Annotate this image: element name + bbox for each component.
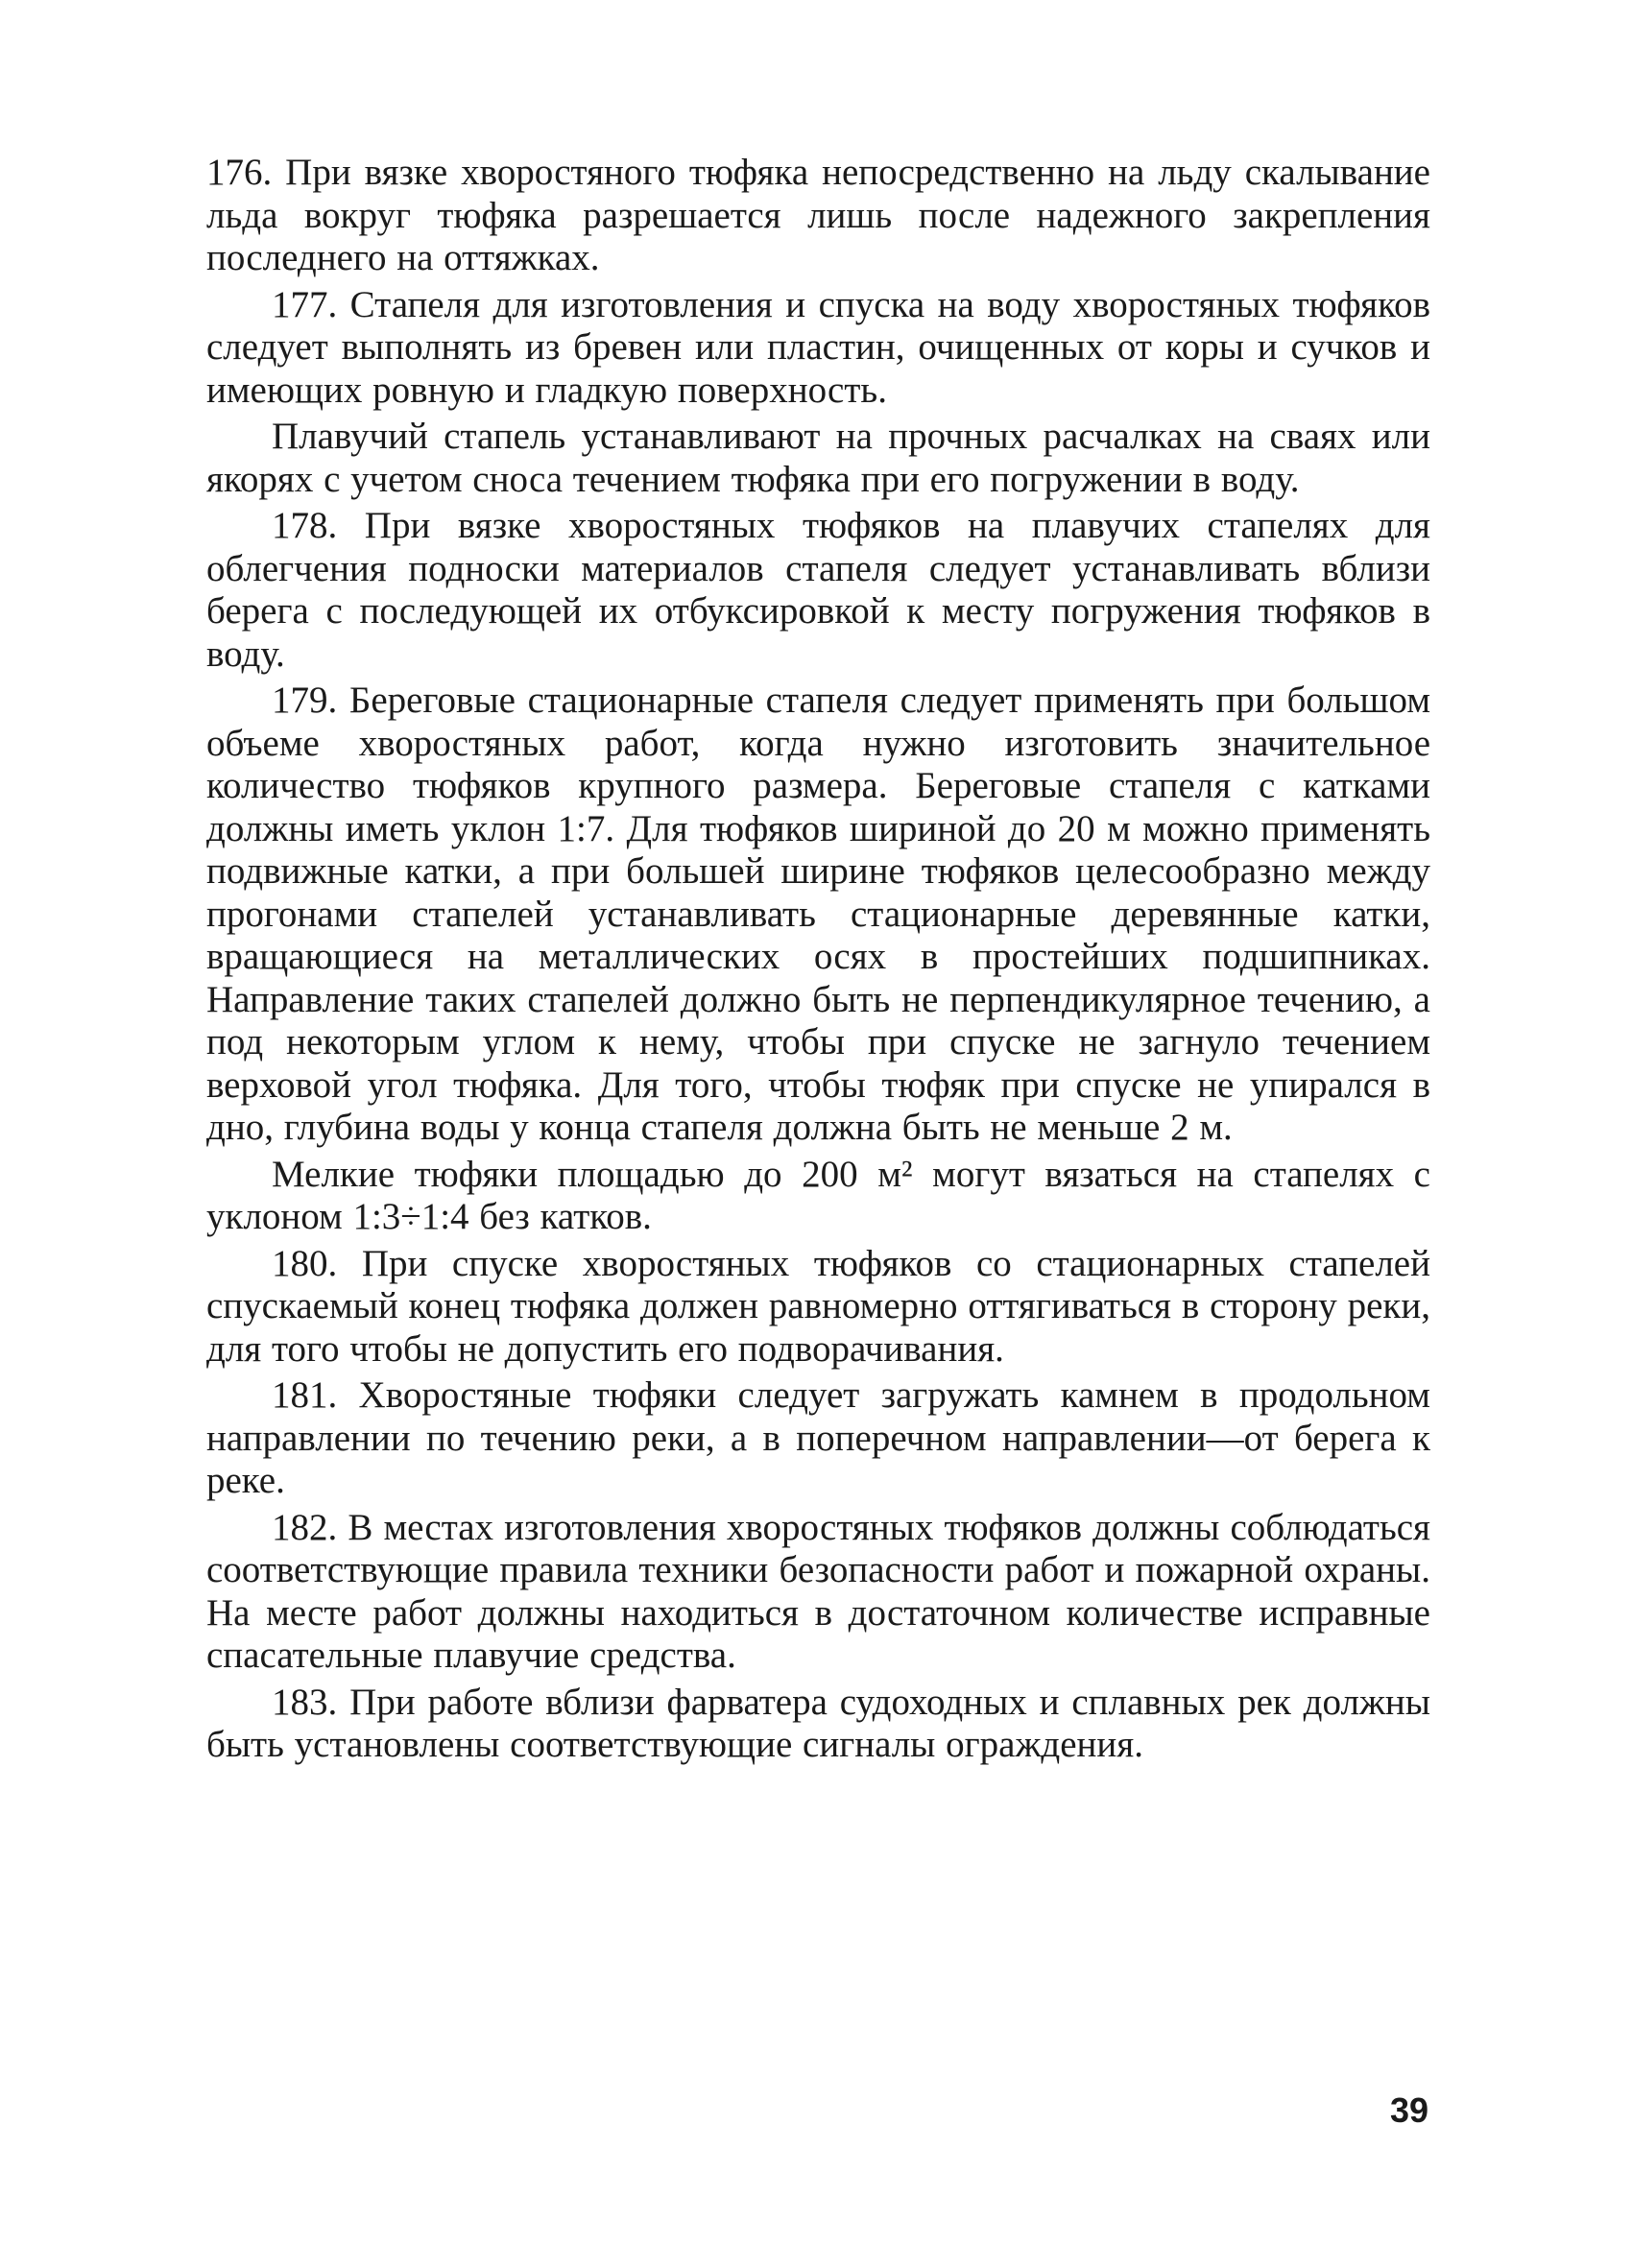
paragraph-181: 181. Хворостяные тюфяки следует загружать камнем в продольном направлении по течению реки, а в поперечном направлении—от берега к реке. <box>206 1374 1430 1501</box>
page-number: 39 <box>1390 2090 1429 2130</box>
paragraph-178: 178. При вязке хворостяных тюфяков на плавучих стапелях для облегчения подноски материалов стапеля следует устанавливать вблизи берега с последующей их отбуксировкой к месту погружения тюфяков в воду. <box>206 505 1430 675</box>
paragraph-177-floating-slipway: Плавучий стапель устанавливают на прочных расчалках на сваях или якорях с учетом сноса течением тюфяка при его погружении в воду. <box>206 416 1430 500</box>
paragraph-180: 180. При спуске хворостяных тюфяков со стационарных стапелей спускаемый конец тюфяка должен равномерно оттягиваться в сторону реки, для того чтобы не допустить его подворачивания. <box>206 1242 1430 1370</box>
paragraph-179-small-mattresses: Мелкие тюфяки площадью до 200 м² могут вязаться на стапелях с уклоном 1:3÷1:4 без катков. <box>206 1153 1430 1237</box>
paragraph-177: 177. Стапеля для изготовления и спуска на воду хворостяных тюфяков следует выполнять из бревен или пластин, очищенных от коры и сучков и имеющих ровную и гладкую поверхность. <box>206 283 1430 411</box>
paragraph-176: 176. При вязке хворостяного тюфяка непосредственно на льду скалывание льда вокруг тюфяка разрешается лишь после надежного закрепления последнего на оттяжках. <box>206 152 1430 278</box>
paragraph-182: 182. В местах изготовления хворостяных тюфяков должны соблюдаться соответствующие правила техники безопасности работ и пожарной охраны. На месте работ должны находиться в достаточном количестве исправные спасательные плавучие средства. <box>206 1506 1430 1676</box>
paragraph-183: 183. При работе вблизи фарватера судоходных и сплавных рек должны быть установлены соответствующие сигналы ограждения. <box>206 1681 1430 1765</box>
paragraph-179: 179. Береговые стационарные стапеля следует применять при большом объеме хворостяных работ, когда нужно изготовить значительное количество тюфяков крупного размера. Береговые стапеля с катками должны иметь уклон 1:7. Для тюфяков шириной до 20 м можно применять подвижные катки, а при большей ширине тюфяков целесообразно между прогонами стапелей устанавливать стационарные деревянные катки, вращающиеся на металлических осях в простейших подшипниках. Направление таких стапелей должно быть не перпендикулярное течению, а под некоторым углом к нему, чтобы при спуске не загнуло течением верховой угол тюфяка. Для того, чтобы тюфяк при спуске не упирался в дно, глубина воды у конца стапеля должна быть не меньше 2 м. <box>206 680 1430 1148</box>
page-body <box>206 152 1430 1771</box>
